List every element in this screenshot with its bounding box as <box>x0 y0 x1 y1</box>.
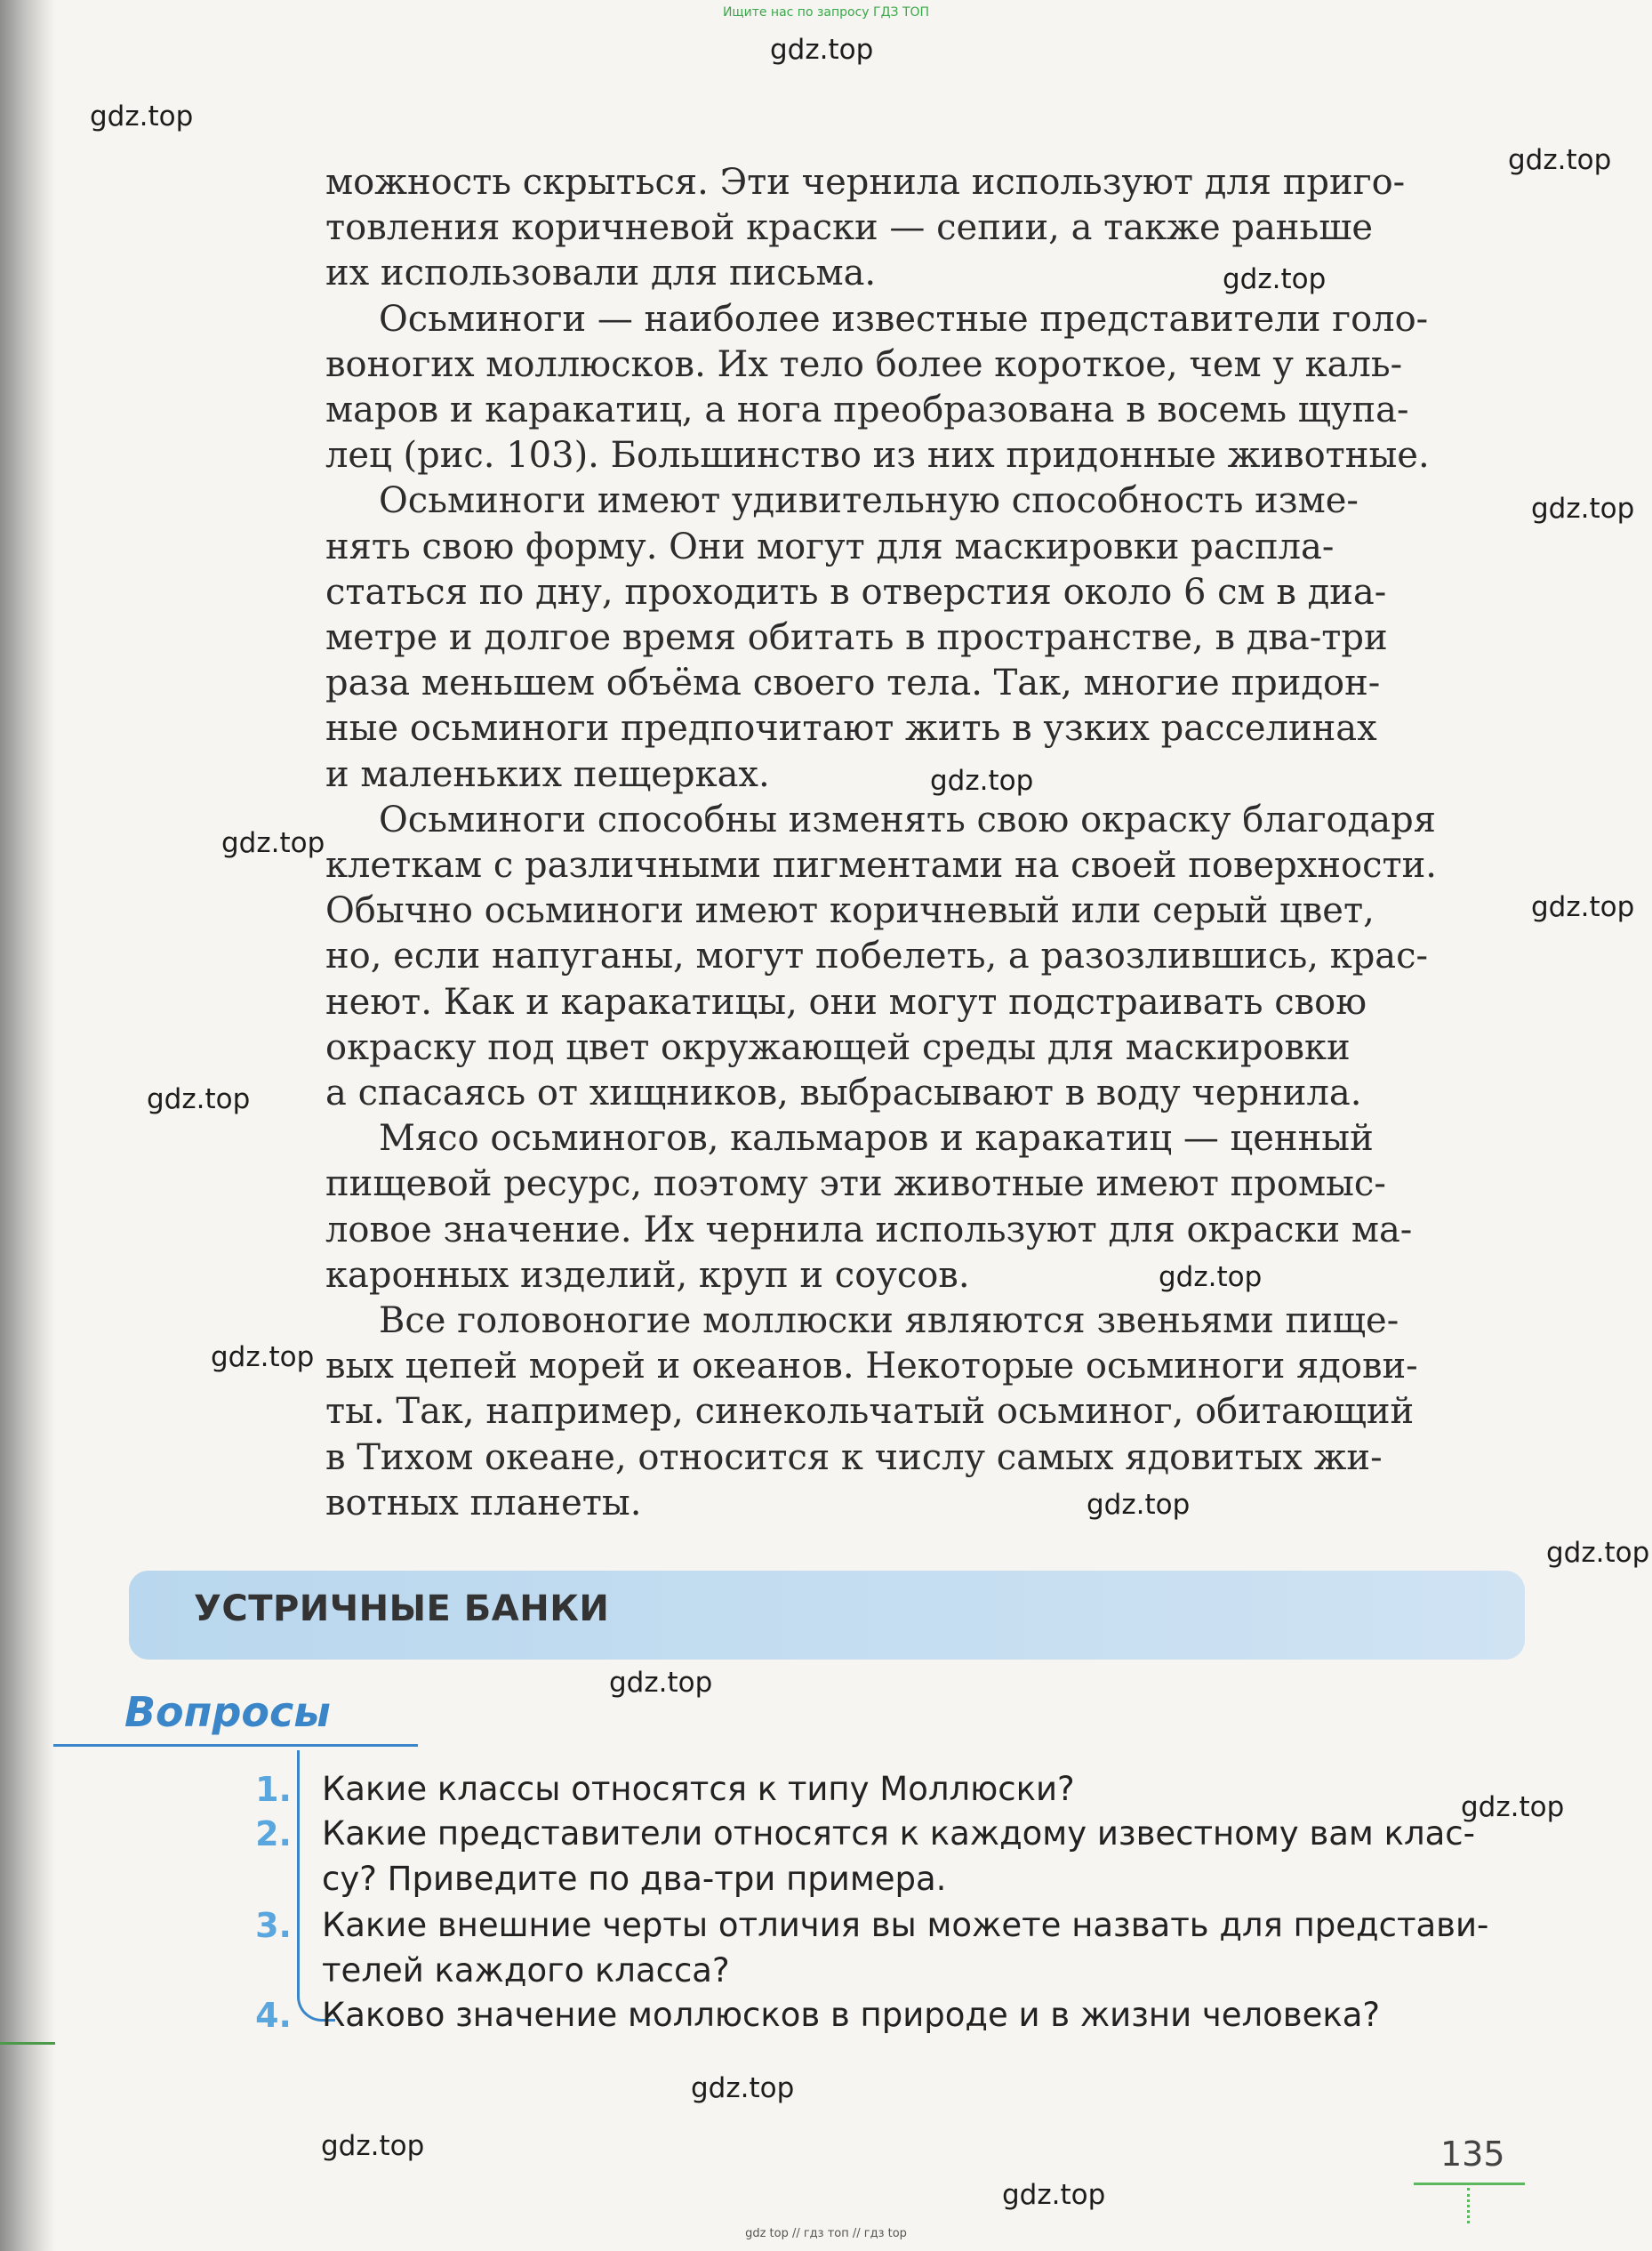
body-line: Осьминоги — наиболее известные представители голо- <box>379 298 1429 340</box>
body-line: лец (рис. 103). Большинство из них придонные животные. <box>325 435 1430 477</box>
watermark: gdz.top <box>1508 144 1612 176</box>
watermark: gdz.top <box>90 100 194 133</box>
body-line: их использовали для письма. <box>325 253 877 294</box>
question-text <box>322 1992 1531 2038</box>
questions-underline <box>53 1744 418 1747</box>
body-line: Обычно осьминоги имеют коричневый или серый цвет, <box>325 890 1375 932</box>
watermark: gdz.top <box>1461 1791 1565 1823</box>
body-line: вотных планеты. <box>325 1482 642 1523</box>
body-line: статься по дну, проходить в отверстия около 6 см в диа- <box>325 571 1387 613</box>
page-number-dots <box>1467 2188 1470 2223</box>
body-line: ты. Так, например, синекольчатый осьминог, обитающий <box>325 1391 1415 1433</box>
body-line: раза меньшем объёма своего тела. Так, многие придон- <box>325 663 1381 704</box>
body-line: маров и каракатиц, а нога преобразована в восемь щупа- <box>325 390 1409 431</box>
question-line: телей каждого класса? <box>322 1951 730 1990</box>
watermark: gdz.top <box>1531 891 1635 923</box>
question-number: 1. <box>255 1770 292 1809</box>
body-line: товления коричневой краски — сепии, а также раньше <box>325 207 1374 249</box>
question-line: Каково значение моллюсков в природе и в жизни человека? <box>322 1996 1381 2034</box>
question-line: Какие внешние черты отличия вы можете назвать для представи- <box>322 1906 1489 1944</box>
bottom-note: gdz top // гдз топ // гдз top <box>745 2227 907 2240</box>
body-line: клеткам с различными пигментами на своей поверхности. <box>325 845 1437 887</box>
questions-heading: Вопросы <box>124 1688 331 1736</box>
watermark: gdz.top <box>609 1667 713 1699</box>
watermark: gdz.top <box>930 765 1034 797</box>
question-line: Какие представители относятся к каждому известному вам клас- <box>322 1814 1475 1853</box>
watermark: gdz.top <box>1531 493 1635 525</box>
body-line: Мясо осьминогов, кальмаров и каракатиц — ценный <box>379 1118 1374 1160</box>
body-line: воногих моллюсков. Их тело более короткое, чем у каль- <box>325 343 1403 385</box>
body-line: метре и долгое время обитать в пространстве, в два-три <box>325 617 1388 659</box>
body-line: а спасаясь от хищников, выбрасывают в воду чернила. <box>325 1073 1362 1114</box>
question-line: Какие классы относятся к типу Моллюски? <box>322 1770 1075 1808</box>
watermark: gdz.top <box>1002 2179 1106 2211</box>
body-line: вых цепей морей и океанов. Некоторые осьминоги ядови- <box>325 1346 1418 1387</box>
book-spine-shadow <box>0 0 55 2251</box>
watermark: gdz.top <box>1087 1489 1191 1521</box>
question-text <box>322 1902 1531 1993</box>
watermark: gdz.top <box>770 34 874 66</box>
body-line: Осьминоги способны изменять свою окраску благодаря <box>379 799 1436 840</box>
watermark: gdz.top <box>1223 263 1327 295</box>
body-line: и маленьких пещерках. <box>325 753 770 795</box>
body-line: нять свою форму. Они могут для маскировки распла- <box>325 526 1335 567</box>
body-text <box>325 160 1530 1526</box>
watermark: gdz.top <box>221 827 325 859</box>
body-line: каронных изделий, круп и соусов. <box>325 1254 970 1296</box>
question-line: су? Приведите по два-три примера. <box>322 1860 947 1898</box>
page-number: 135 <box>1440 2134 1505 2174</box>
body-line: Все головоногие моллюски являются звеньями пище- <box>379 1300 1399 1342</box>
question-number: 4. <box>255 1996 292 2035</box>
body-line: ловое значение. Их чернила используют для окраски ма- <box>325 1209 1413 1250</box>
body-line: в Тихом океане, относится к числу самых ядовитых жи- <box>325 1436 1383 1478</box>
body-line: Осьминоги имеют удивительную способность изме- <box>379 480 1359 522</box>
watermark: gdz.top <box>691 2072 795 2104</box>
body-line: но, если напуганы, могут побелеть, а разозлившись, крас- <box>325 936 1429 977</box>
body-line: можность скрыться. Эти чернила используют для приго- <box>325 162 1406 203</box>
left-margin-line <box>0 2042 55 2045</box>
section-title: УСТРИЧНЫЕ БАНКИ <box>194 1588 610 1629</box>
question-text <box>322 1811 1531 1901</box>
question-number: 2. <box>255 1814 292 1853</box>
question-number: 3. <box>255 1906 292 1945</box>
body-line: окраску под цвет окружающей среды для маскировки <box>325 1026 1351 1068</box>
watermark: gdz.top <box>211 1341 315 1373</box>
watermark: gdz.top <box>1159 1261 1263 1293</box>
question-text <box>322 1766 1531 1812</box>
body-line: неют. Как и каракатицы, они могут подстраивать свою <box>325 981 1367 1023</box>
watermark: gdz.top <box>1546 1537 1650 1569</box>
body-line: ные осьминоги предпочитают жить в узких расселинах <box>325 708 1377 750</box>
body-line: пищевой ресурс, поэтому эти животные имеют промыс- <box>325 1163 1386 1205</box>
page-number-line <box>1414 2183 1525 2185</box>
watermark: gdz.top <box>321 2130 425 2162</box>
watermark: gdz.top <box>147 1083 251 1115</box>
top-note: Ищите нас по запросу ГДЗ ТОП <box>722 5 930 20</box>
